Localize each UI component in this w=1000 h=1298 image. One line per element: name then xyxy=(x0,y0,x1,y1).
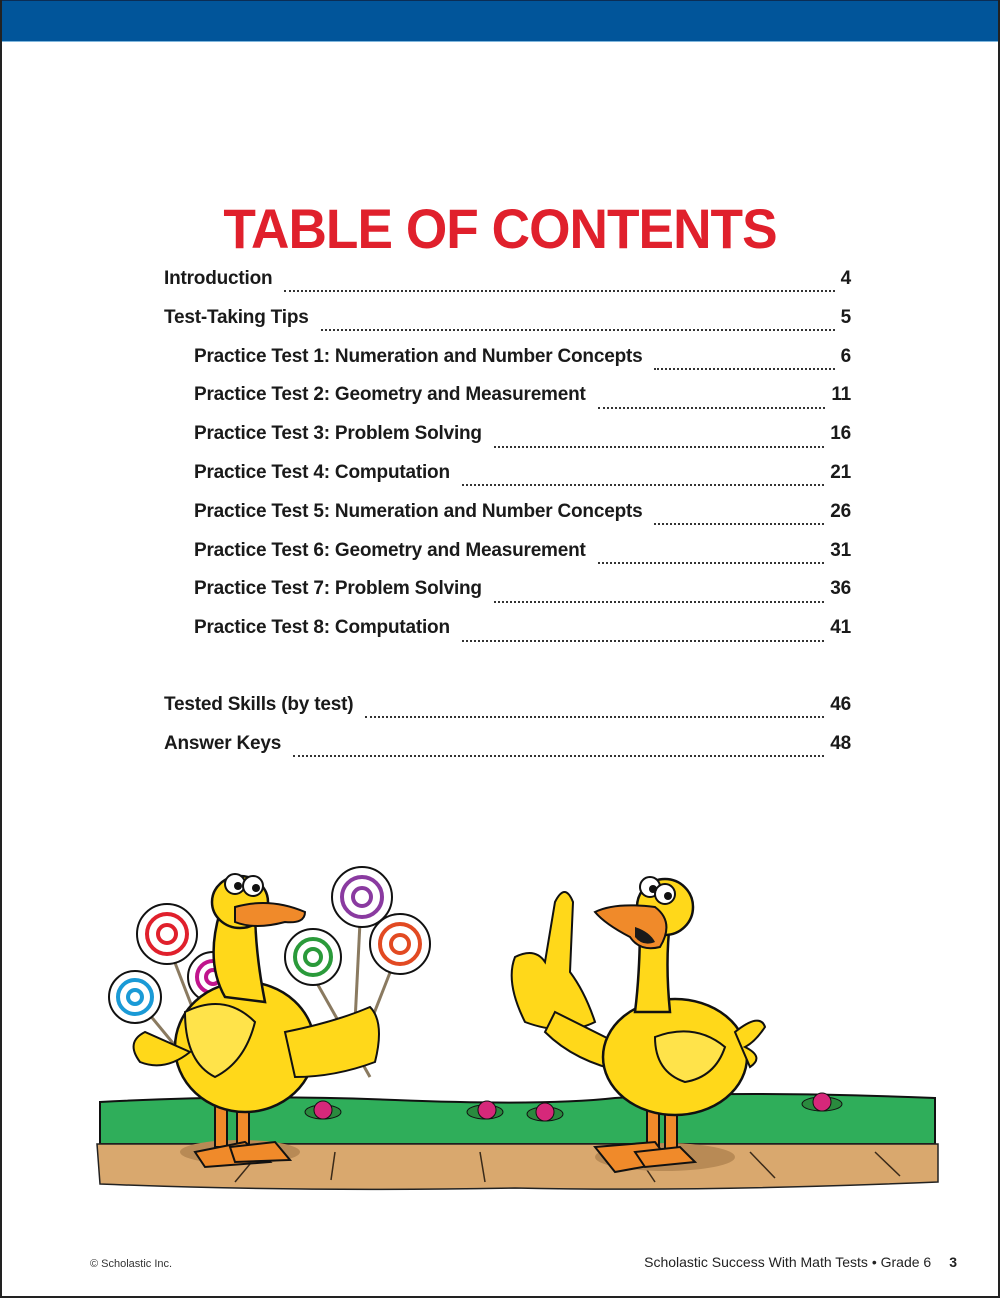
toc-entry-practice-test-8[interactable] xyxy=(164,617,851,656)
toc-entry-practice-test-2[interactable] xyxy=(164,384,851,423)
dot-leader xyxy=(494,446,824,448)
toc-entry-page: 46 xyxy=(830,693,851,715)
running-footer xyxy=(644,1254,957,1270)
toc-entry-practice-test-3[interactable] xyxy=(164,423,851,462)
header-band xyxy=(0,0,1000,42)
toc-entry-label: Practice Test 2: Geometry and Measurement xyxy=(194,384,586,406)
dot-leader xyxy=(321,329,835,331)
toc-entry-label: Introduction xyxy=(164,268,273,289)
toc-entry-practice-test-7[interactable] xyxy=(164,578,851,617)
dot-leader xyxy=(284,290,834,292)
dot-leader xyxy=(598,562,825,564)
copyright: © Scholastic Inc. xyxy=(90,1258,173,1270)
dot-leader xyxy=(494,601,824,603)
toc-entry-label: Practice Test 6: Geometry and Measurement xyxy=(194,539,586,561)
toc-entry-practice-test-4[interactable] xyxy=(164,462,851,501)
toc-entry-label: Practice Test 1: Numeration and Number Concepts xyxy=(194,345,643,367)
toc-entry-label: Practice Test 7: Problem Solving xyxy=(194,578,482,600)
toc-entry-label: Practice Test 8: Computation xyxy=(194,617,450,639)
dot-leader xyxy=(365,716,824,718)
toc-entry-page: 5 xyxy=(840,306,851,328)
toc-entry-page: 11 xyxy=(831,384,851,406)
toc-entry-practice-test-6[interactable] xyxy=(164,540,851,579)
toc-entry-page: 36 xyxy=(830,578,851,600)
toc-entry-label: Practice Test 3: Problem Solving xyxy=(194,423,482,445)
dot-leader xyxy=(598,407,826,409)
toc-entry-page: 48 xyxy=(830,732,851,754)
dot-leader xyxy=(462,640,824,642)
toc-entry-page: 4 xyxy=(840,268,851,289)
toc-entry-practice-test-5[interactable] xyxy=(164,501,851,540)
toc-entry-test-taking-tips[interactable] xyxy=(164,307,851,346)
dot-leader xyxy=(293,755,824,757)
page-number: 3 xyxy=(949,1254,957,1270)
toc-entry-page: 31 xyxy=(830,539,851,561)
dot-leader xyxy=(654,523,824,525)
table-of-contents xyxy=(164,268,851,772)
page-title: TABLE OF CONTENTS xyxy=(223,197,777,260)
toc-entry-page: 6 xyxy=(840,345,851,367)
toc-entry-label: Practice Test 4: Computation xyxy=(194,461,450,483)
toc-entry-page: 16 xyxy=(830,423,851,445)
toc-entry-tested-skills[interactable] xyxy=(164,694,851,733)
toc-entry-answer-keys[interactable] xyxy=(164,733,851,772)
ducks-illustration xyxy=(95,862,940,1192)
section-gap xyxy=(164,656,851,694)
toc-entry-label: Test-Taking Tips xyxy=(164,306,309,328)
toc-entry-page: 41 xyxy=(830,617,851,639)
dot-leader xyxy=(462,484,824,486)
dot-leader xyxy=(654,368,834,370)
book-title: Scholastic Success With Math Tests • Grade 6 xyxy=(644,1254,932,1270)
toc-entry-page: 26 xyxy=(830,500,851,522)
toc-entry-page: 21 xyxy=(830,461,851,483)
toc-entry-label: Tested Skills (by test) xyxy=(164,693,354,715)
toc-entry-label: Answer Keys xyxy=(164,732,282,754)
toc-entry-introduction[interactable] xyxy=(164,268,851,307)
toc-entry-practice-test-1[interactable] xyxy=(164,346,851,385)
toc-entry-label: Practice Test 5: Numeration and Number Concepts xyxy=(194,500,643,522)
